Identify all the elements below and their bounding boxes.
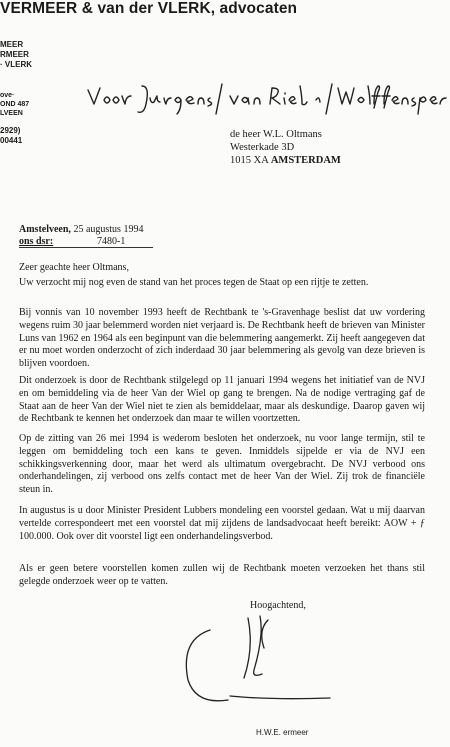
date-line	[19, 224, 143, 236]
signer-name: H.W.E. ermeer	[256, 728, 309, 737]
letterhead-phone-line: 00441	[0, 136, 23, 145]
recipient-name: de heer W.L. Oltmans	[230, 129, 322, 140]
letterhead-phone-line: 2929)	[0, 126, 21, 135]
recipient-street: Westerkade 3D	[230, 142, 295, 153]
letterhead-address-line: ove·	[0, 92, 15, 99]
reference-number: 7480-1	[97, 236, 126, 247]
paragraph: Bij vonnis van 10 november 1993 heeft de Rechtbank te 's-Gravenhage beslist dat uw vordering wegens ruim 30 jaar belemmerd worden niet verjaard is. De Rechtbank heeft de brieven van Minister Luns van 1962 en 1964 als een beginpunt van die belemmering aangemerkt. Zij heeft aangegeven dat er nu moet worden onderzocht of zich inderdaad 30 jaar belemmering als gevolg van deze brieven is blijven voordoen.	[19, 307, 425, 370]
reference-line	[19, 236, 126, 247]
recipient-address	[230, 128, 341, 167]
signature-scribble	[150, 600, 350, 715]
letterhead-address-line: OND 487	[0, 101, 30, 108]
letterhead-name-line: · VLERK	[0, 60, 32, 69]
letterhead-phones	[0, 126, 54, 146]
paragraph: In augustus is u door Minister President Lubbers mondeling een voorstel gedaan. Wat u mij daarvan vertelde correspondeert met een voorstel dat mij zijdens de landsadvocaat heeft bereikt: AOW + ƒ 100.000. Ook over dit voorstel ligt een onderhandelingsverbod.	[19, 505, 425, 542]
recipient-city: AMSTERDAM	[270, 155, 341, 166]
paragraph: Dit onderzoek is door de Rechtbank stilgelegd op 11 januari 1994 wegens het initiatief van de NVJ en om bemiddeling via de heer Van der Wiel op gang te brengen. Na de nodige vertraging gaf de Staat aan de heer Van der Wiel niet te zien als bemiddelaar, maar als deskundige. Daarop gaven wij de Rechtbank te kennen het onderzoek dan maar te willen voortzetten.	[19, 375, 425, 425]
place: Amstelveen,	[19, 224, 71, 235]
paragraph: Uw verzocht mij nog even de stand van het proces tegen de Staat op een rijtje te zetten.	[19, 277, 369, 288]
letterhead-address	[0, 91, 54, 118]
paragraph: Als er geen betere voorstellen komen zullen wij de Rechtbank moeten verzoeken het thans stil gelegde onderzoek weer op te vatten.	[19, 563, 425, 587]
handwritten-note	[80, 80, 450, 120]
reference-label: ons dsr:	[19, 236, 54, 247]
reference-underline	[19, 247, 153, 248]
letterhead-name-line: MEER	[0, 40, 24, 49]
letter-date: 25 augustus 1994	[73, 224, 144, 235]
letterhead-title: VERMEER & van der VLERK, advocaten	[0, 0, 298, 17]
recipient-city-line	[230, 154, 341, 167]
paragraph: Op de zitting van 26 mei 1994 is wederom besloten het onderzoek, nu voor lange termijn, stil te leggen om bemiddeling toch een kans te geven. Inmiddels sijpelde er via de NVJ een schikkingsverkenning door, maar het werd als ultimatum overgebracht. De NVJ verbood ons onderhandelingen, zij verbood ons zelfs contact met de heer Van der Wiel. Zij trok de financiële steun in.	[19, 433, 425, 496]
letterhead-address-line: LVEEN	[0, 110, 23, 117]
recipient-postcode: 1015 XA	[230, 155, 269, 166]
handwriting-scribble	[80, 80, 450, 120]
salutation: Zeer geachte heer Oltmans,	[19, 262, 129, 273]
letterhead-names	[0, 40, 54, 70]
closing: Hoogachtend,	[250, 600, 306, 611]
letterhead-name-line: RMEER	[0, 50, 29, 59]
